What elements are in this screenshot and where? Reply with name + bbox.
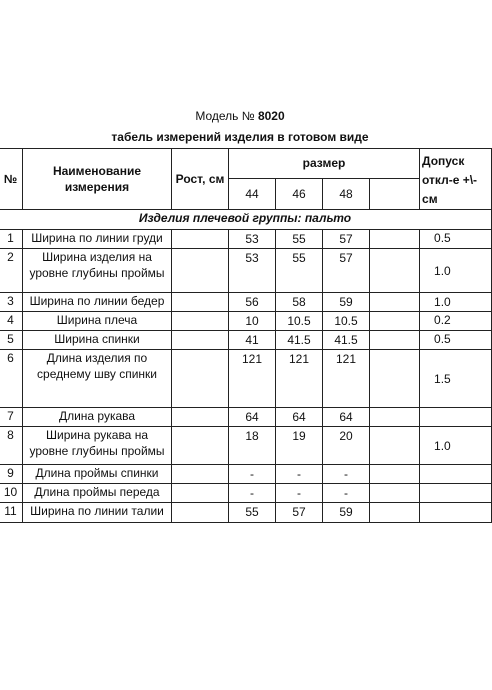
tolerance-value: 0.5 (420, 331, 492, 350)
size-value: 57 (323, 249, 370, 293)
size-value: 57 (276, 503, 323, 523)
group-title: Изделия плечевой группы: пальто (0, 210, 492, 230)
size-value (370, 230, 420, 249)
height-cell (172, 249, 229, 293)
measurement-name: Длина рукава (23, 408, 172, 427)
tolerance-value: 1.0 (420, 427, 492, 465)
size-value: 59 (323, 503, 370, 523)
col-name-header: Наименование измерения (23, 149, 172, 210)
tolerance-value (420, 465, 492, 484)
row-number: 7 (0, 408, 23, 427)
tolerance-value: 1.0 (420, 293, 492, 312)
height-cell (172, 293, 229, 312)
size-header-cell: 48 (323, 178, 370, 209)
measurement-name: Ширина изделия на уровне глубины проймы (23, 249, 172, 293)
size-value (370, 249, 420, 293)
row-number: 1 (0, 230, 23, 249)
table-row (0, 484, 492, 503)
size-value: 20 (323, 427, 370, 465)
measurement-name: Длина проймы переда (23, 484, 172, 503)
size-value: 10.5 (276, 312, 323, 331)
size-value: 41.5 (323, 331, 370, 350)
row-number: 6 (0, 350, 23, 408)
table-row (0, 465, 492, 484)
size-value: 55 (229, 503, 276, 523)
size-value: - (323, 465, 370, 484)
tolerance-value: 1.0 (420, 249, 492, 293)
height-cell (172, 331, 229, 350)
row-number: 9 (0, 465, 23, 484)
size-value: - (276, 484, 323, 503)
size-value (370, 408, 420, 427)
model-number: 8020 (257, 109, 285, 123)
measurement-name: Ширина рукава на уровне глубины проймы (23, 427, 172, 465)
size-header-cell (370, 178, 420, 209)
size-value: 57 (323, 230, 370, 249)
size-value (370, 350, 420, 408)
measurement-name: Ширина по линии груди (23, 230, 172, 249)
size-header-cell: 46 (276, 178, 323, 209)
size-value: 41 (229, 331, 276, 350)
col-tolerance-header: Допуск откл-е +\-см (420, 149, 492, 210)
row-number: 8 (0, 427, 23, 465)
size-value: 53 (229, 230, 276, 249)
row-number: 4 (0, 312, 23, 331)
model-label: Модель № (195, 109, 255, 123)
measurement-name: Ширина по линии талии (23, 503, 172, 523)
size-value (370, 465, 420, 484)
size-value (370, 484, 420, 503)
measurements-table (0, 148, 492, 523)
col-size-header: размер (229, 149, 420, 179)
row-number: 10 (0, 484, 23, 503)
table-subtitle: табель измерений изделия в готовом виде (111, 130, 369, 144)
size-value: 18 (229, 427, 276, 465)
size-value: 55 (276, 249, 323, 293)
height-cell (172, 230, 229, 249)
size-value: 64 (276, 408, 323, 427)
measurement-name: Ширина по линии бедер (23, 293, 172, 312)
table-row (0, 427, 492, 465)
tolerance-value: 0.2 (420, 312, 492, 331)
size-value: 121 (229, 350, 276, 408)
tolerance-value (420, 408, 492, 427)
measurement-name: Длина проймы спинки (23, 465, 172, 484)
row-number: 2 (0, 249, 23, 293)
size-value: 55 (276, 230, 323, 249)
size-value: 56 (229, 293, 276, 312)
size-value: - (229, 484, 276, 503)
size-value: 64 (323, 408, 370, 427)
size-value: 19 (276, 427, 323, 465)
measurement-name: Ширина плеча (23, 312, 172, 331)
table-row (0, 408, 492, 427)
tolerance-value: 1.5 (420, 350, 492, 408)
row-number: 3 (0, 293, 23, 312)
table-row (0, 312, 492, 331)
size-value (370, 293, 420, 312)
height-cell (172, 427, 229, 465)
height-cell (172, 350, 229, 408)
size-value: 64 (229, 408, 276, 427)
tolerance-value (420, 484, 492, 503)
height-cell (172, 484, 229, 503)
height-cell (172, 408, 229, 427)
size-value: 41.5 (276, 331, 323, 350)
measurement-name: Длина изделия по среднему шву спинки (23, 350, 172, 408)
size-value: - (276, 465, 323, 484)
col-number-header: № (0, 149, 23, 210)
size-value: 10 (229, 312, 276, 331)
size-header-cell: 44 (229, 178, 276, 209)
size-value (370, 331, 420, 350)
tolerance-value: 0.5 (420, 230, 492, 249)
table-row (0, 293, 492, 312)
size-value: 10.5 (323, 312, 370, 331)
size-value: 121 (323, 350, 370, 408)
height-cell (172, 465, 229, 484)
height-cell (172, 503, 229, 523)
row-number: 11 (0, 503, 23, 523)
table-row (0, 503, 492, 523)
measurement-name: Ширина спинки (23, 331, 172, 350)
size-value: 53 (229, 249, 276, 293)
size-value (370, 312, 420, 331)
size-value: 121 (276, 350, 323, 408)
size-value (370, 503, 420, 523)
size-value (370, 427, 420, 465)
size-value: - (229, 465, 276, 484)
size-value: 59 (323, 293, 370, 312)
col-height-header: Рост, см (172, 149, 229, 210)
table-row (0, 249, 492, 293)
tolerance-value (420, 503, 492, 523)
height-cell (172, 312, 229, 331)
row-number: 5 (0, 331, 23, 350)
size-value: 58 (276, 293, 323, 312)
size-value: - (323, 484, 370, 503)
table-row (0, 230, 492, 249)
model-title (10, 109, 470, 123)
table-row (0, 350, 492, 408)
table-row (0, 331, 492, 350)
